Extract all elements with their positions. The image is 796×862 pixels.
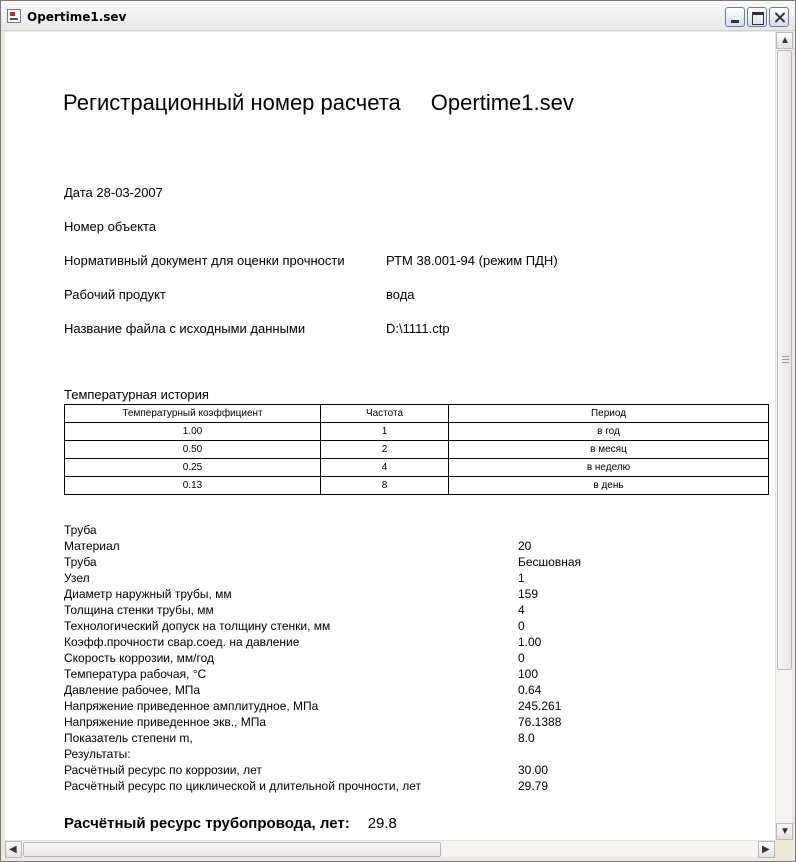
report-content: [5, 32, 775, 840]
param-value: 1: [518, 571, 525, 585]
vertical-scroll-thumb[interactable]: [777, 50, 792, 670]
chevron-left-icon: ◀: [9, 844, 17, 855]
table-cell: 0.25: [65, 459, 321, 477]
source-file-label: Название файла с исходными данными: [64, 321, 306, 336]
window-title: Opertime1.sev: [27, 10, 127, 24]
param-label: Давление рабочее, МПа: [64, 683, 201, 697]
final-resource-label: Расчётный ресурс трубопровода, лет:: [64, 815, 350, 832]
chevron-down-icon: ▼: [780, 826, 790, 837]
horizontal-scroll-thumb[interactable]: [23, 842, 441, 857]
normative-label: Нормативный документ для оценки прочности: [64, 253, 345, 268]
registration-file: Opertime1.sev: [430, 90, 574, 115]
param-value: 100: [518, 667, 539, 681]
table-row: [65, 423, 769, 441]
param-value: 4: [518, 603, 525, 617]
product-label: Рабочий продукт: [64, 287, 166, 302]
title-bar[interactable]: [1, 1, 795, 31]
scroll-left-button[interactable]: [5, 841, 22, 858]
table-cell: 0.50: [65, 441, 321, 459]
param-label: Напряжение приведенное амплитудное, МПа: [64, 699, 319, 713]
param-value: 20: [518, 539, 532, 553]
final-resource-value: 29.8: [367, 815, 397, 832]
param-value: 8.0: [518, 731, 535, 745]
grip-line: [782, 362, 789, 363]
param-label: Технологический допуск на толщину стенки, мм: [64, 619, 331, 633]
param-label: Диаметр наружный трубы, мм: [64, 587, 232, 601]
close-button[interactable]: [769, 7, 789, 27]
chevron-right-icon: ▶: [762, 844, 770, 855]
table-row: [65, 441, 769, 459]
param-value: 0.64: [518, 683, 542, 697]
date-line: Дата 28-03-2007: [64, 185, 163, 200]
param-value: 0: [518, 619, 525, 633]
table-row: [65, 477, 769, 495]
maximize-button[interactable]: [747, 7, 767, 27]
param-value: 159: [518, 587, 539, 601]
param-label: Скорость коррозии, мм/год: [64, 651, 215, 665]
result-value: 29.79: [518, 779, 549, 793]
scrollbar-corner: [775, 840, 792, 857]
param-value: 245.261: [518, 699, 562, 713]
temperature-table: [64, 404, 769, 495]
column-header: Температурный коэффициент: [65, 405, 321, 423]
column-header: Частота: [321, 405, 449, 423]
horizontal-scrollbar[interactable]: [5, 840, 775, 857]
scroll-down-button[interactable]: [776, 823, 793, 840]
minimize-button[interactable]: [725, 7, 745, 27]
chevron-up-icon: ▲: [780, 35, 790, 46]
table-cell: 0.13: [65, 477, 321, 495]
grip-line: [782, 356, 789, 357]
table-cell: в месяц: [449, 441, 769, 459]
param-value: Бесшовная: [518, 555, 582, 569]
table-cell: 1: [321, 423, 449, 441]
pipe-section-label: Труба: [64, 523, 97, 537]
normative-value: РТМ 38.001-94 (режим ПДН): [386, 253, 558, 268]
results-label: Результаты:: [64, 747, 131, 761]
param-label: Показатель степени m,: [64, 731, 193, 745]
table-cell: в неделю: [449, 459, 769, 477]
param-label: Материал: [64, 539, 120, 553]
object-number-label: Номер объекта: [64, 219, 157, 234]
param-value: 76.1388: [518, 715, 562, 729]
app-icon[interactable]: [7, 9, 21, 23]
result-label: Расчётный ресурс по коррозии, лет: [64, 763, 262, 777]
table-cell: в год: [449, 423, 769, 441]
vertical-scrollbar[interactable]: [775, 32, 792, 840]
param-label: Толщина стенки трубы, мм: [64, 603, 214, 617]
table-row: [65, 459, 769, 477]
result-value: 30.00: [518, 763, 549, 777]
param-label: Напряжение приведенное экв., МПа: [64, 715, 267, 729]
temperature-history-caption: Температурная история: [64, 387, 209, 402]
table-cell: 8: [321, 477, 449, 495]
column-header: Период: [449, 405, 769, 423]
source-file-value: D:\1111.ctp: [386, 321, 450, 336]
param-value: 0: [518, 651, 525, 665]
param-label: Узел: [64, 571, 90, 585]
table-cell: в день: [449, 477, 769, 495]
param-label: Коэфф.прочности свар.соед. на давление: [64, 635, 300, 649]
result-label: Расчётный ресурс по циклической и длительной прочности, лет: [64, 779, 422, 793]
param-value: 1.00: [518, 635, 542, 649]
param-label: Температура рабочая, °C: [64, 667, 207, 681]
table-header-row: [65, 405, 769, 423]
product-value: вода: [386, 287, 415, 302]
scroll-right-button[interactable]: [758, 841, 775, 858]
scroll-up-button[interactable]: [776, 32, 793, 49]
grip-line: [782, 359, 789, 360]
final-resource: [64, 815, 397, 832]
registration-title: Регистрационный номер расчета: [63, 90, 401, 115]
table-cell: 2: [321, 441, 449, 459]
param-label: Труба: [64, 555, 97, 569]
page-title: [63, 90, 574, 116]
table-cell: 4: [321, 459, 449, 477]
table-cell: 1.00: [65, 423, 321, 441]
